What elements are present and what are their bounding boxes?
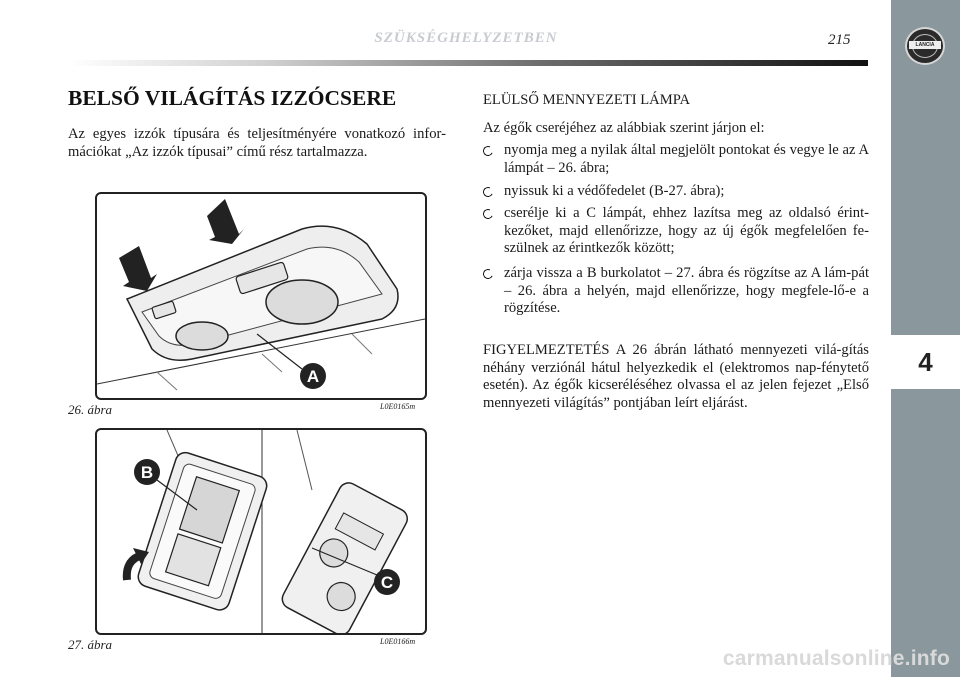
figure-27-caption: 27. ábra xyxy=(68,637,113,652)
lamp-cover-drawing xyxy=(97,430,425,633)
step-text: zárja vissza a B burkolatot – 27. ábra és rögzítse az A lám-pát – 26. ábra a helyén, majd ellenőrizze, hogy megfele-lő-e a rögzítése. xyxy=(504,265,869,316)
label-c: C xyxy=(380,573,394,592)
chapter-number: 4 xyxy=(891,337,960,387)
lancia-logo-icon xyxy=(905,27,945,65)
figure-27-code: L0E0166m xyxy=(380,637,416,646)
page-number: 215 xyxy=(828,32,851,48)
label-b: B xyxy=(140,463,154,482)
lead-text: Az égők cseréjéhez az alábbiak szerint járjon el: xyxy=(483,120,765,136)
tab-divider xyxy=(891,387,960,389)
watermark: carmanualsonline.info xyxy=(722,647,950,670)
section-title: BELSŐ VILÁGÍTÁS IZZÓCSERE xyxy=(68,86,397,110)
logo-text: LANCIA xyxy=(915,42,935,48)
subsection-title: ELÜLSŐ MENNYEZETI LÁMPA xyxy=(483,92,691,108)
list-item xyxy=(483,205,869,258)
ceiling-lamp-drawing xyxy=(97,194,425,398)
step-text: cserélje ki a C lámpát, ehhez lazítsa meg az oldalsó érint-kezőket, majd ellenőrizze, hogy az új égők megfelelően fe-szülnek az érintkezők között; xyxy=(504,205,869,256)
intro-paragraph: Az egyes izzók típusára és teljesítményére vonatkozó infor-mációkat „Az izzók típusai” című rész tartalmazza. xyxy=(68,126,446,160)
step-text: nyissuk ki a védőfedelet (B-27. ábra); xyxy=(504,183,725,199)
step-text: nyomja meg a nyilak által megjelölt pontokat és vegye le az A lámpát – 26. ábra; xyxy=(504,142,869,176)
label-a: A xyxy=(306,367,320,386)
list-item xyxy=(483,265,869,318)
figure-26-code: L0E0165m xyxy=(380,402,416,411)
bullet-icon xyxy=(482,208,495,221)
figure-26-caption: 26. ábra xyxy=(68,402,113,417)
running-title: SZÜKSÉGHELYZETBEN xyxy=(374,30,558,46)
figure-26-illustration xyxy=(95,192,427,400)
list-item xyxy=(483,183,869,201)
list-item xyxy=(483,142,869,177)
warning-paragraph: FIGYELMEZTETÉS A 26 ábrán látható mennyezeti vilá-gítás néhány verziónál hátul helyezkedik el (elektromos nap-fénytető esetén). Az égők kicseréléséhez olvassa el az jelen fejezet „Első mennyezeti világítás” pontjában leírt eljárást. xyxy=(483,342,869,411)
bullet-icon xyxy=(482,186,495,199)
header-rule xyxy=(68,60,868,66)
bullet-icon xyxy=(482,145,495,158)
figure-27-illustration xyxy=(95,428,427,635)
bullet-icon xyxy=(482,268,495,281)
